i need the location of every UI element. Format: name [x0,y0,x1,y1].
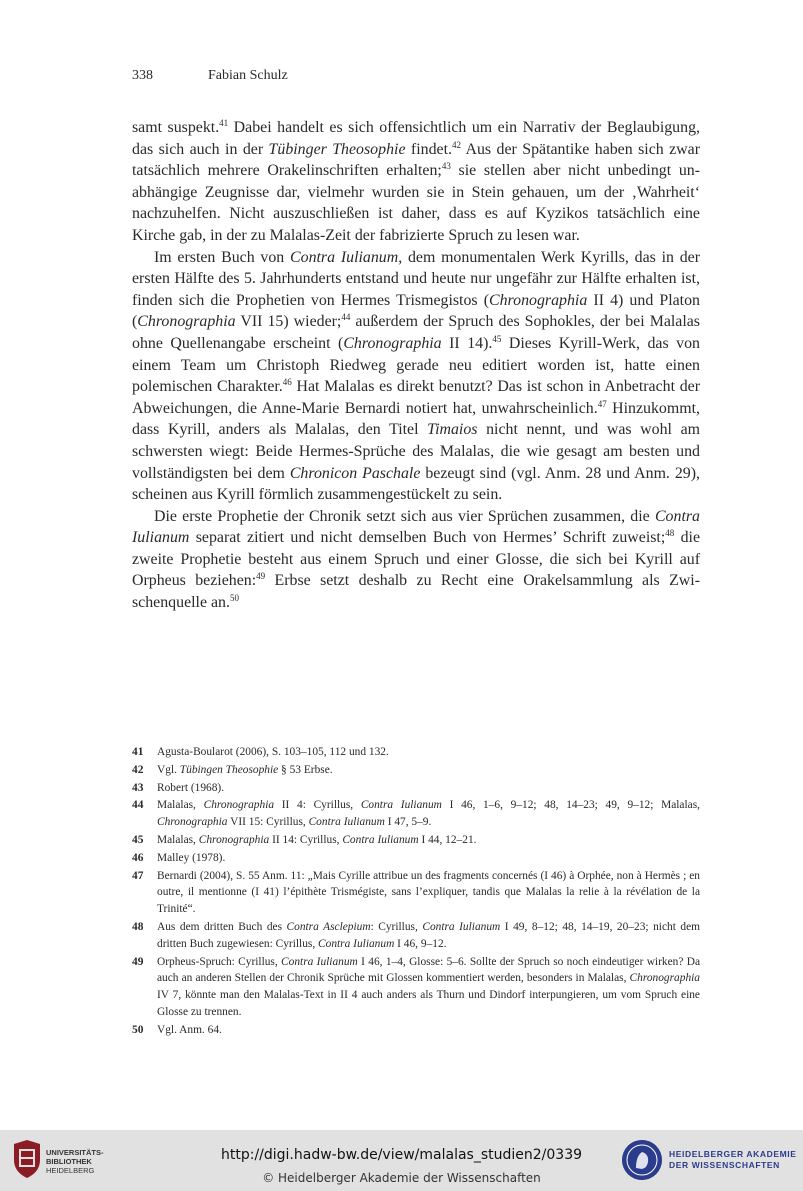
text-run: § 53 Erbse. [278,763,333,776]
footnote-text [157,868,700,918]
text-run: Im ersten Buch von [154,248,291,266]
text-run: : Cyrillus, [370,920,423,933]
text-run: Orpheus-Spruch: Cyrillus, [157,955,282,968]
italic-title: Contra Iulianum [290,248,399,266]
text-run: I 44, 12–21. [418,833,477,846]
text-run: Malalas, [157,799,204,812]
footnote-number: 45 [132,833,144,846]
footnote-text [157,832,700,849]
footnote-ref: 50 [229,593,239,604]
footnote-number: 47 [132,869,144,882]
text-run: II 4) und Platon ( [132,291,700,331]
text-run: I 46, 9–12. [394,937,447,950]
text-run: separat zitiert und nicht demselben Buch von Hermes’ Schrift zuweist; [189,529,666,547]
footnote [132,868,700,918]
footnote-ref: 47 [597,398,607,409]
italic-title: Tübingen Theosophie [179,763,279,776]
library-name-line: BIBLIOTHEK [46,1157,92,1166]
library-name-line: HEIDELBERG [46,1166,95,1175]
text-run: die zweite Prophetie besteht aus einem Spruch und einer Glosse, die sich bei Kyrill auf Orpheus beziehen: [132,529,700,590]
footnote-ref: 46 [282,377,292,388]
italic-title: Chronographia [343,334,442,352]
footnote-ref: 45 [492,333,502,344]
footnote-ref: 49 [256,571,266,582]
text-run: samt suspekt. [132,119,220,136]
italic-title: Chronographia [198,833,270,846]
academy-seal-icon [622,1140,662,1180]
footnote-ref: 42 [451,139,461,150]
footnote-ref: 43 [441,161,451,172]
footnote-text [157,780,700,797]
text-run: nicht nennt, und was wohl am schwersten wiegt: Beide Hermes-Sprüche des Malalas, die wie gesagt am besten und vollständigsten bei dem [132,421,700,482]
footnote-number: 42 [132,763,144,776]
footnote [132,797,700,831]
running-head-author: Fabian Schulz [208,68,288,83]
footnote [132,954,700,1021]
footnote [132,850,700,867]
italic-title: Contra Asclepium [286,920,371,933]
footnote [132,762,700,779]
text-run: findet. [405,140,452,158]
text-run: Die erste Prophetie der Chronik setzt sich aus vier Sprüchen zusammen, die [154,507,655,525]
footnote-text [157,762,700,779]
text-run: Hat Malalas es direkt benutzt? Das ist schon in Anbetracht der Abweichungen, die Anne-Marie Bernardi notiert hat, unwahrscheinlich. [132,378,700,417]
footnote [132,1022,700,1039]
italic-title: Chronographia [488,291,588,309]
footnote-ref: 48 [665,528,675,539]
italic-title: Chronographia [137,313,236,331]
main-text [132,117,700,614]
text-run: Aus der Spätantike haben sich zwar tatsächlich mehrere Orakelinschriften erhalten; [132,140,700,180]
italic-title: Tübinger Theosophie [268,140,406,158]
italic-title: Chronographia [629,972,700,985]
footnote-text [157,919,700,953]
academy-name-line: HEIDELBERGER AKADEMIE [669,1149,797,1159]
footnotes [132,744,700,1040]
permalink-url[interactable]: http://digi.hadw-bw.de/view/malalas_studien2/0339 [220,1147,583,1163]
footnote-text [157,850,700,867]
italic-title: Contra Iulianum [360,799,442,812]
text-run: I 47, 5–9. [384,816,432,829]
footnote [132,780,700,797]
text-run: I 46, 1–4, Glosse: 5–6. Sollte der Spruch so noch eindeutiger wirken? Da auch an anderen Stellen der Chronik Sprüche mit Glossen kommentiert werden, besonders in Malalas, [157,955,700,985]
text-run: II 14). [441,334,493,352]
paragraph [132,117,700,247]
italic-title: Chronicon Paschale [289,464,421,482]
text-run: Agusta-Boularot (2006), S. 103–105, 112 und 132. [157,746,389,758]
text-run: Dabei handelt es sich offensichtlich um ein Narrativ der Beglaubigung, das sich auch in der [132,119,700,158]
italic-title: Contra Iulianum [422,920,501,933]
footnote-text [157,1022,700,1039]
text-run: Vgl. [157,763,180,776]
text-run: Malley (1978). [157,851,226,864]
text-run: Hinzukommt, dass Kyrill, anders als Malalas, den Titel [132,399,700,439]
footnote-number: 41 [132,746,144,758]
text-run: Vgl. Anm. 64. [157,1023,222,1036]
text-run: I 49, 8–12; 48, 14–19, 20–23; nicht dem dritten Buch zugewiesen: Cyrillus, [157,920,700,950]
footnote-number: 46 [132,851,144,864]
text-run: I 46, 1–6, 9–12; 48, 14–23; 49, 9–12; Malalas, [441,799,700,812]
page-number: 338 [132,68,153,83]
italic-title: Contra Iulianum [342,833,419,846]
text-run: bezeugt sind (vgl. Anm. 28 und Anm. 29), scheinen aus Kyrill förmlich zusammengestückelt zu sein. [132,464,700,504]
footnote-number: 48 [132,920,144,933]
text-run: Robert (1968). [157,781,225,794]
academy-name-line: DER WISSENSCHAFTEN [669,1160,780,1170]
viewer-footer [0,1130,803,1191]
text-run: Malalas, [157,833,199,846]
footnote [132,832,700,849]
footnote-ref: 41 [219,118,229,128]
text-run: Aus dem dritten Buch des [157,920,287,933]
footnote-ref: 44 [341,312,351,323]
academy-name [669,1149,797,1171]
italic-title: Timaios [427,421,478,439]
italic-title: Contra Iulianum [308,816,385,829]
italic-title: Chronographia [203,799,275,812]
copyright-notice: © Heidelberger Akademie der Wissenschaften [262,1171,541,1185]
footnote-text [157,954,700,1021]
text-run: sie stellen aber nicht unbedingt unabhängige Zeugnisse dar, vielmehr wurden sie in Stein gehauen, um der ‚Wahrheit‘ nachzuhelfen. Nicht auszuschließen ist daher, dass es auf Kyzikos tatsächlich eine Kirche gab, in der zu Malalas-Zeit der fabrizierte Spruch zu lesen war. [132,162,701,244]
text-run: Dieses Kyrill-Werk, das von einem Team um Christoph Riedweg gerade neu editiert worden ist, hatte einen polemischen Charakter. [132,334,700,396]
footnote-number: 44 [132,799,144,812]
paragraph [132,506,700,614]
library-name-line: UNIVERSITÄTS- [46,1148,104,1157]
footnote-number: 49 [132,955,144,968]
text-run: Bernardi (2004), S. 55 Anm. 11: „Mais Cyrille attribue un des fragments concernés (I 46) à Orphée, non à Hermès ; en outre, il mentionne (I 41) l’épithète Trismégiste, sans l’expliquer, tandis que Malalas la relie à la révélation de la Trinité“. [157,869,700,916]
footnote [132,744,700,761]
paragraph [132,247,700,506]
text-run: , dem monumentalen Werk Kyrills, das in der ersten Hälfte des 5. Jahrhunderts entstand und heute nur ungefähr zur Hälfte erhalten ist, finden sich die Prophetien von Hermes Trismegistos ( [132,248,700,309]
footnote [132,919,700,953]
text-run: IV 7, könnte man den Malalas-Text in II 4 auch anders als Thurn und Dindorf interpungieren, um vom Spruch eine Glosse zu trennen. [157,989,700,1018]
text-run: Erbse setzt deshalb zu Recht eine Orakelsammlung als Zwischenquelle an. [132,572,700,612]
footnote-text [157,744,700,761]
footnote-number: 43 [132,781,144,794]
text-run: II 14: Cyrillus, [269,833,343,846]
footnote-text [157,797,700,831]
italic-title: Contra Iulianum [132,507,700,547]
italic-title: Contra Iulianum [318,937,395,950]
text-run: II 4: Cyrillus, [274,799,361,812]
text-run: VII 15: Cyrillus, [227,816,309,829]
text-run: VII 15) wieder; [235,313,342,331]
text-run: außerdem der Spruch des Sophokles, der bei Malalas ohne Quellenangabe erscheint ( [132,313,700,352]
italic-title: Contra Iulianum [281,955,358,968]
italic-title: Chronographia [157,816,228,829]
footnote-number: 50 [132,1023,144,1036]
